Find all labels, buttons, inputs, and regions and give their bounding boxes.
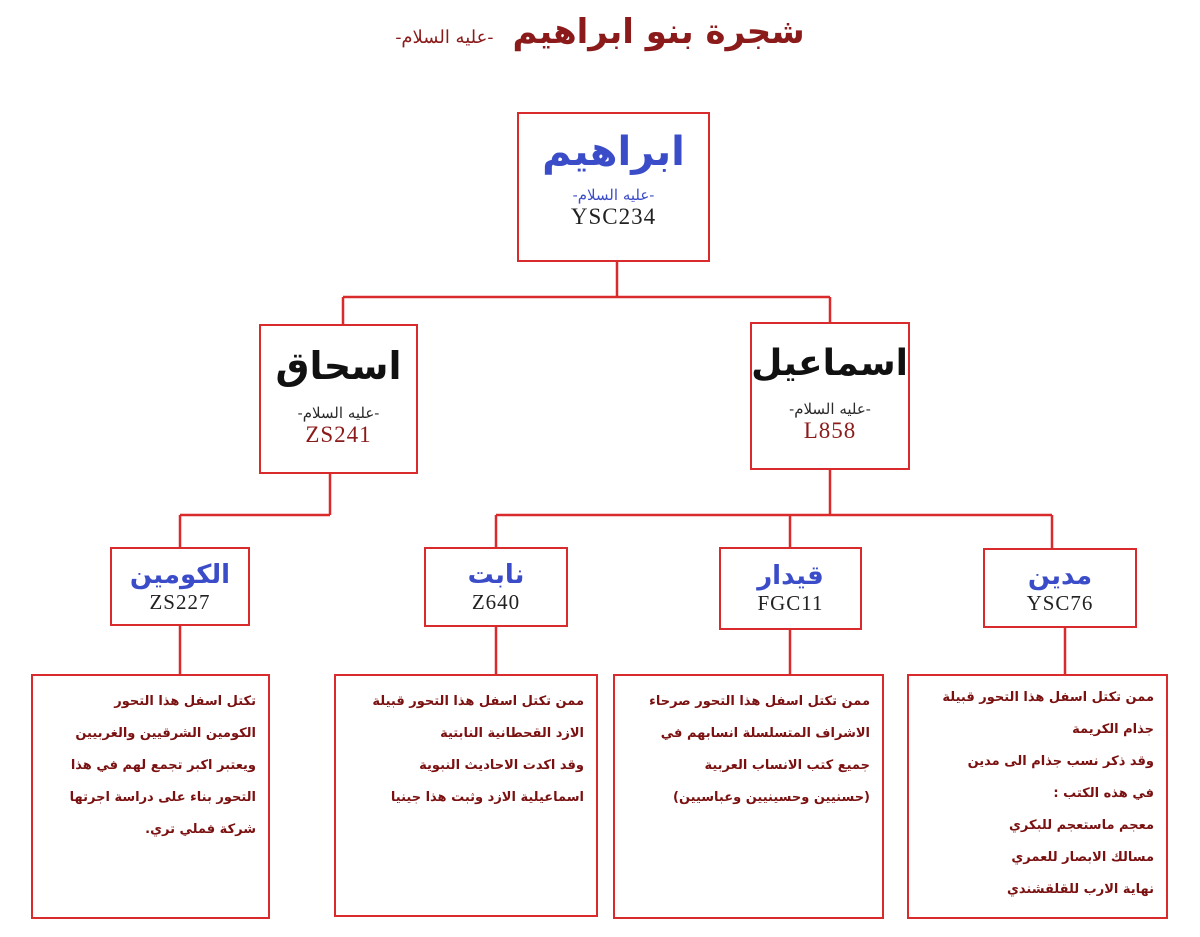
desc-alkumin-line: التحور بناء على دراسة اجرتها <box>69 790 256 805</box>
desc-nabit-line: ممن تكتل اسفل هذا التحور قبيلة <box>372 694 584 709</box>
node-nabit <box>424 547 568 627</box>
desc-alkumin-line: ويعتبر اكبر تجمع لهم في هذا <box>70 758 256 773</box>
node-ismail-code: L858 <box>803 417 857 443</box>
node-alkumin-code: ZS227 <box>149 589 211 614</box>
node-ismail <box>750 322 910 470</box>
node-ibrahim-code: YSC234 <box>570 204 657 229</box>
desc-alkumin-line: شركة فملي تري. <box>145 822 256 837</box>
desc-nabit-line: وقد اكدت الاحاديث النبوية <box>419 758 584 773</box>
node-ismail-title: -عليه السلام- <box>789 399 871 418</box>
node-alkumin-name: الكومين <box>129 560 231 590</box>
node-nabit-code: Z640 <box>471 589 521 614</box>
desc-qaidar-line: جميع كتب الانساب العربية <box>704 758 870 773</box>
desc-madyan-line: معجم ماستعجم للبكري <box>1009 818 1154 833</box>
node-ishaq <box>259 324 418 474</box>
node-ismail-name: اسماعيل <box>751 343 908 384</box>
desc-madyan-line: في هذه الكتب : <box>1053 786 1154 801</box>
node-ibrahim-title: -عليه السلام- <box>572 186 655 204</box>
node-qaidar-code: FGC11 <box>757 590 824 615</box>
node-nabit-name: نابت <box>467 560 525 590</box>
desc-madyan <box>907 674 1168 919</box>
node-ishaq-title: -عليه السلام- <box>297 403 380 422</box>
title-main: شجرة بنو ابراهيم <box>512 12 805 52</box>
node-ibrahim-name: ابراهيم <box>542 129 685 175</box>
node-ibrahim <box>517 112 710 262</box>
node-madyan <box>983 548 1137 628</box>
desc-alkumin <box>31 674 270 919</box>
desc-madyan-line: وقد ذكر نسب جذام الى مدين <box>967 754 1154 769</box>
node-ishaq-code: ZS241 <box>305 421 372 447</box>
title-subtitle: -عليه السلام- <box>395 27 494 48</box>
node-madyan-code: YSC76 <box>1026 590 1094 615</box>
desc-madyan-line: جذام الكريمة <box>1072 722 1154 737</box>
desc-qaidar-line: (حسنيين وحسينيين وعباسيين) <box>673 790 870 805</box>
desc-madyan-line: نهاية الارب للقلقشندي <box>1006 882 1154 897</box>
node-madyan-name: مدين <box>1027 561 1093 591</box>
desc-madyan-line: ممن تكتل اسفل هذا التحور قبيلة <box>942 690 1154 705</box>
desc-nabit <box>334 674 598 917</box>
desc-alkumin-line: تكتل اسفل هذا التحور <box>114 694 256 709</box>
node-qaidar <box>719 547 862 630</box>
desc-qaidar <box>613 674 884 919</box>
desc-nabit-line: اسماعيلية الازد وثبت هذا جينيا <box>390 790 584 805</box>
node-alkumin <box>110 547 250 626</box>
desc-alkumin-line: الكومين الشرقيين والغربيين <box>75 726 256 741</box>
desc-madyan-line: مسالك الابصار للعمري <box>1011 850 1154 865</box>
node-ishaq-name: اسحاق <box>275 344 402 388</box>
desc-qaidar-line: الاشراف المتسلسلة انسابهم في <box>660 726 870 741</box>
desc-nabit-line: الازد القحطانية النابتية <box>440 726 584 741</box>
node-qaidar-name: قيدار <box>757 561 824 591</box>
desc-qaidar-line: ممن تكتل اسفل هذا التحور صرحاء <box>649 694 870 709</box>
